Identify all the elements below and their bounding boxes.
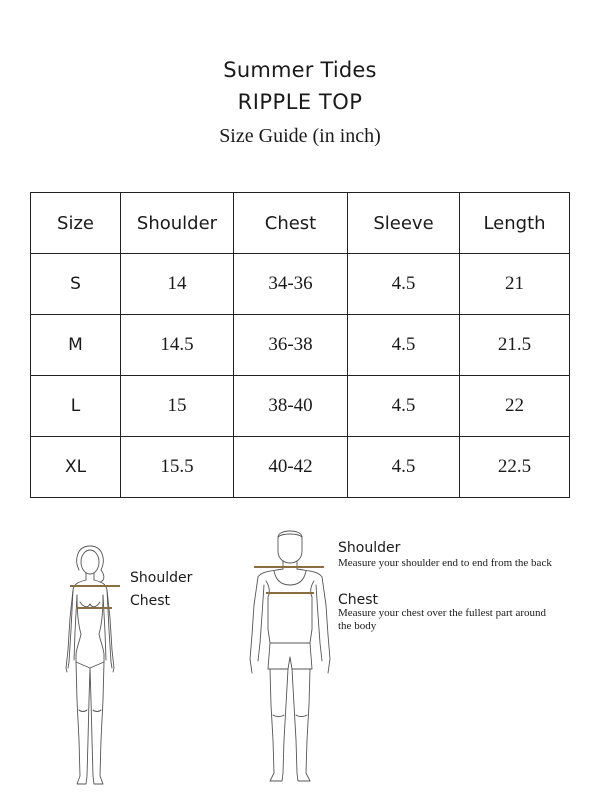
- chest-cell: 40-42: [234, 437, 348, 498]
- size-chart-table: [30, 192, 570, 498]
- sleeve-cell: 4.5: [348, 437, 460, 498]
- sleeve-cell: 4.5: [348, 315, 460, 376]
- table-row: [31, 254, 570, 315]
- column-header-size: Size: [31, 193, 121, 254]
- chest-cell: 38-40: [234, 376, 348, 437]
- size-cell: L: [31, 376, 121, 437]
- chest-cell: 36-38: [234, 315, 348, 376]
- shoulder-cell: 15.5: [121, 437, 234, 498]
- female-body-outline-icon: [50, 540, 130, 790]
- table-row: [31, 376, 570, 437]
- length-cell: 21: [460, 254, 570, 315]
- sleeve-cell: 4.5: [348, 254, 460, 315]
- size-cell: XL: [31, 437, 121, 498]
- table-row: [31, 437, 570, 498]
- table-header-row: [31, 193, 570, 254]
- table-row: [31, 315, 570, 376]
- column-header-chest: Chest: [234, 193, 348, 254]
- male-shoulder-label: Shoulder: [338, 540, 401, 556]
- length-cell: 22: [460, 376, 570, 437]
- male-body-outline-icon: [240, 525, 340, 790]
- product-title: RIPPLE TOP: [237, 90, 363, 114]
- brand-title: Summer Tides: [223, 58, 377, 82]
- sleeve-cell: 4.5: [348, 376, 460, 437]
- male-chest-description: Measure your chest over the fullest part around the body: [338, 607, 547, 632]
- length-cell: 22.5: [460, 437, 570, 498]
- male-chest-label: Chest: [338, 592, 379, 608]
- shoulder-cell: 15: [121, 376, 234, 437]
- shoulder-cell: 14: [121, 254, 234, 315]
- column-header-sleeve: Sleeve: [348, 193, 460, 254]
- chest-cell: 34-36: [234, 254, 348, 315]
- female-chest-label: Chest: [130, 593, 171, 609]
- column-header-shoulder: Shoulder: [121, 193, 234, 254]
- column-header-length: Length: [460, 193, 570, 254]
- size-cell: M: [31, 315, 121, 376]
- female-shoulder-label: Shoulder: [130, 570, 193, 586]
- length-cell: 21.5: [460, 315, 570, 376]
- size-guide-subtitle: Size Guide (in inch): [219, 125, 381, 147]
- size-cell: S: [31, 254, 121, 315]
- male-shoulder-description: Measure your shoulder end to end from the back: [338, 557, 552, 569]
- shoulder-cell: 14.5: [121, 315, 234, 376]
